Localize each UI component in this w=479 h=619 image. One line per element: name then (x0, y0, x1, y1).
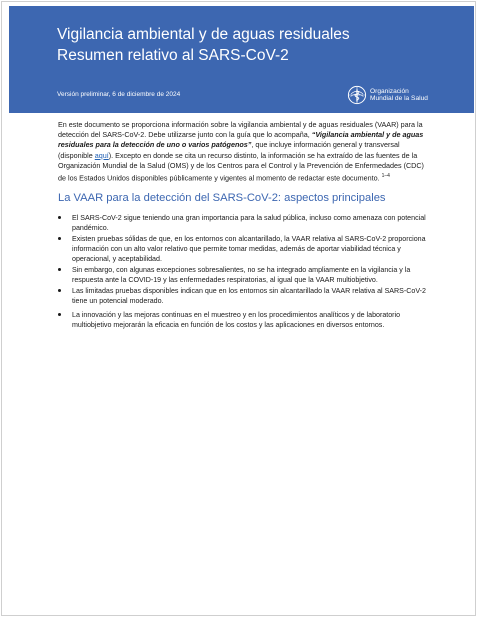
version-date: Versión preliminar, 6 de diciembre de 2024 (57, 91, 181, 98)
intro-text-3: ). Excepto en donde se cita un recurso distinto, la información se ha extraído de las fuentes de la Organización Mundial de la Salud (OMS) y de los Centros para el Control y la Prevención de Enfermedades (CDC) de los Estados Unidos disponibles públicamente y vigentes al momento de redactar este documento. (58, 150, 424, 183)
bullet-icon (58, 268, 61, 271)
guide-title: “Vigilancia ambiental y de aguas residuales para la detección de uno o varios patógenos” (58, 130, 424, 150)
who-org-name (370, 88, 428, 103)
bullet-icon (58, 237, 61, 240)
org-name-line-1: Organización (370, 87, 409, 95)
intro-paragraph (58, 120, 430, 184)
list-item (58, 310, 430, 330)
list-item-text: La innovación y las mejoras continuas en el muestreo y en los procedimientos analíticos y de laboratorio multiobjetivo mejorarán la eficacia en función de los costos y las aplicaciones en diversos entornos. (72, 310, 401, 330)
intro-text-1: En este documento se proporciona información sobre la vigilancia ambiental y de aguas residuales (VAAR) para la detección del SARS-CoV-2. Debe utilizarse junto con la guía que lo acompaña, (58, 120, 423, 140)
list-item (58, 213, 430, 233)
section-heading: La VAAR para la detección del SARS-CoV-2: aspectos principales (58, 191, 386, 204)
guide-link[interactable]: aquí (94, 150, 109, 160)
who-logo (347, 85, 428, 105)
title-line-2: Resumen relativo al SARS-CoV-2 (57, 47, 289, 64)
list-item (58, 286, 430, 306)
list-item-text: Sin embargo, con algunas excepciones sobresalientes, no se ha integrado ampliamente en la vigilancia y la respuesta ante la COVID-19 y las enfermedades respiratorias, al igual que la VAAR multiobjetivo. (72, 265, 411, 284)
bullet-icon (58, 216, 61, 219)
intro-text-2: , que incluye información general y transversal (disponible (58, 140, 400, 160)
title-line-1: Vigilancia ambiental y de aguas residuales (57, 26, 350, 43)
list-item-text: Las limitadas pruebas disponibles indican que en los entornos sin alcantarillado la VAAR relativa al SARS-CoV-2 tiene un potencial moderado. (72, 286, 426, 305)
list-item (58, 265, 430, 285)
header-banner (9, 6, 474, 113)
list-item (58, 234, 430, 265)
bullet-icon (58, 313, 61, 316)
key-points-list (58, 213, 430, 331)
bullet-icon (58, 289, 61, 292)
document-body (58, 120, 430, 331)
who-emblem-icon (347, 85, 367, 105)
document-title (57, 24, 350, 66)
org-name-line-2: Mundial de la Salud (370, 95, 428, 102)
list-item-text: Existen pruebas sólidas de que, en los entornos con alcantarillado, la VAAR relativa al SARS-CoV-2 proporciona información con un alto valor relativo que permite tomar medidas, además de aportar viabilidad técnica y operacional, y aceptabilidad. (72, 234, 426, 263)
list-item-text: El SARS-CoV-2 sigue teniendo una gran importancia para la salud pública, incluso como amenaza con potencial pandémico. (72, 213, 426, 232)
reference-numbers: 1–4 (381, 173, 390, 180)
